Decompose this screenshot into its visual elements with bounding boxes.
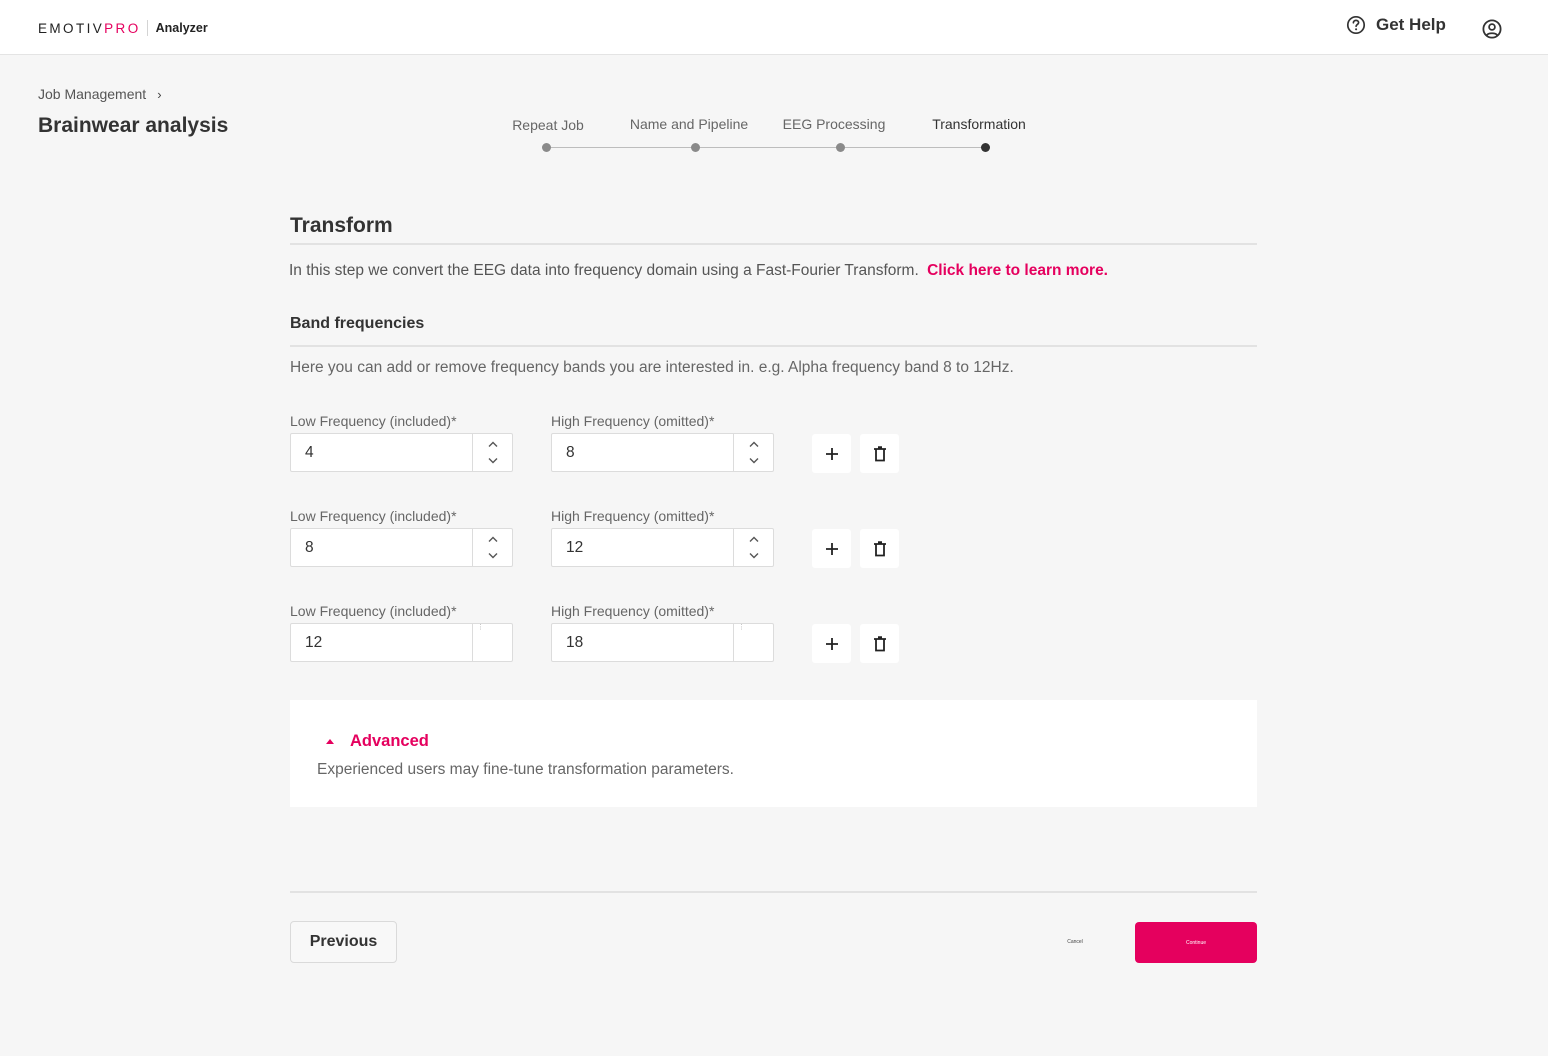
transform-intro-text: In this step we convert the EEG data into frequency domain using a Fast-Fourier Transform.: [289, 262, 919, 279]
band-row: [290, 413, 910, 493]
high-frequency-input[interactable]: [552, 624, 734, 661]
low-frequency-label: Low Frequency (included)*: [290, 603, 457, 619]
high-frequency-label: High Frequency (omitted)*: [551, 603, 715, 619]
high-frequency-field: [551, 433, 774, 472]
chevron-down-icon[interactable]: [748, 457, 760, 465]
add-band-button[interactable]: [812, 434, 851, 473]
plus-icon: [825, 542, 839, 556]
cancel-button[interactable]: Cancel: [1055, 935, 1095, 949]
low-frequency-input[interactable]: [291, 434, 473, 471]
continue-button[interactable]: Continue: [1135, 922, 1257, 963]
step-eeg-processing[interactable]: EEG Processing: [782, 116, 886, 132]
progress-stepper: [500, 112, 1060, 162]
page-title: Brainwear analysis: [38, 114, 229, 137]
trash-icon: [873, 636, 887, 652]
number-stepper: [733, 434, 773, 471]
breadcrumb-job-management[interactable]: Job Management: [38, 86, 147, 102]
get-help-label: Get Help: [1376, 15, 1446, 34]
advanced-description: Experienced users may fine-tune transformation parameters.: [317, 761, 734, 778]
number-stepper[interactable]: [472, 624, 512, 661]
low-frequency-input[interactable]: [291, 624, 473, 661]
chevron-down-icon[interactable]: [487, 457, 499, 465]
delete-band-button[interactable]: [860, 434, 899, 473]
step-repeat-job[interactable]: Repeat Job: [512, 117, 584, 133]
brand-pro: PRO: [104, 20, 141, 36]
high-frequency-input[interactable]: [552, 434, 734, 471]
step-dot-completed: [836, 143, 845, 152]
chevron-up-icon[interactable]: [748, 535, 760, 543]
step-transformation: Transformation: [932, 116, 1026, 132]
advanced-toggle[interactable]: [326, 732, 429, 751]
add-band-button[interactable]: [812, 624, 851, 663]
divider: [290, 345, 1257, 347]
band-row: [290, 508, 910, 588]
trash-icon: [873, 446, 887, 462]
plus-icon: [825, 447, 839, 461]
trash-icon: [873, 541, 887, 557]
high-frequency-label: High Frequency (omitted)*: [551, 413, 715, 429]
low-frequency-label: Low Frequency (included)*: [290, 508, 457, 524]
spinner-handle-icon: ⋮: [477, 624, 484, 631]
number-stepper: [472, 529, 512, 566]
transform-intro: [289, 262, 1108, 280]
brand-emotiv: EMOTIV: [38, 20, 105, 36]
step-name-and-pipeline[interactable]: Name and Pipeline: [629, 116, 749, 132]
transform-title: Transform: [290, 214, 393, 237]
band-row: [290, 603, 910, 683]
chevron-up-icon[interactable]: [748, 440, 760, 448]
delete-band-button[interactable]: [860, 624, 899, 663]
advanced-panel: [290, 700, 1257, 807]
top-bar: [0, 0, 1548, 55]
low-frequency-field: [290, 528, 513, 567]
breadcrumb: [38, 86, 162, 102]
band-frequencies-title: Band frequencies: [290, 315, 425, 332]
brand-divider: [147, 20, 148, 36]
low-frequency-input[interactable]: [291, 529, 473, 566]
brand-product: Analyzer: [155, 21, 208, 35]
learn-more-link[interactable]: Click here to learn more.: [927, 262, 1108, 279]
caret-up-icon: [326, 739, 334, 744]
band-frequencies-description: Here you can add or remove frequency bands you are interested in. e.g. Alpha frequency band 8 to 12Hz.: [290, 359, 1014, 376]
step-connector: [845, 147, 986, 148]
chevron-down-icon[interactable]: [748, 552, 760, 560]
low-frequency-label: Low Frequency (included)*: [290, 413, 457, 429]
high-frequency-input[interactable]: [552, 529, 734, 566]
advanced-label: Advanced: [350, 732, 429, 750]
plus-icon: [825, 637, 839, 651]
divider: [290, 243, 1257, 245]
user-circle-icon[interactable]: [1481, 18, 1503, 40]
number-stepper[interactable]: [733, 624, 773, 661]
number-stepper: [472, 434, 512, 471]
chevron-up-icon[interactable]: [487, 440, 499, 448]
step-connector: [551, 147, 695, 148]
number-stepper: [733, 529, 773, 566]
low-frequency-field: [290, 623, 513, 662]
step-dot-current: [981, 143, 990, 152]
step-connector: [700, 147, 840, 148]
high-frequency-field: [551, 528, 774, 567]
add-band-button[interactable]: [812, 529, 851, 568]
chevron-up-icon[interactable]: [487, 535, 499, 543]
previous-button[interactable]: Previous: [290, 921, 397, 963]
question-circle-icon: [1346, 15, 1366, 35]
high-frequency-field: [551, 623, 774, 662]
get-help-button[interactable]: [1346, 15, 1446, 35]
delete-band-button[interactable]: [860, 529, 899, 568]
high-frequency-label: High Frequency (omitted)*: [551, 508, 715, 524]
step-dot-completed: [691, 143, 700, 152]
chevron-down-icon[interactable]: [487, 552, 499, 560]
chevron-right-icon: ›: [157, 86, 162, 102]
spinner-handle-icon: ⋮: [738, 624, 745, 631]
step-dot-completed: [542, 143, 551, 152]
app-logo[interactable]: [38, 20, 208, 36]
divider: [290, 891, 1257, 893]
low-frequency-field: [290, 433, 513, 472]
